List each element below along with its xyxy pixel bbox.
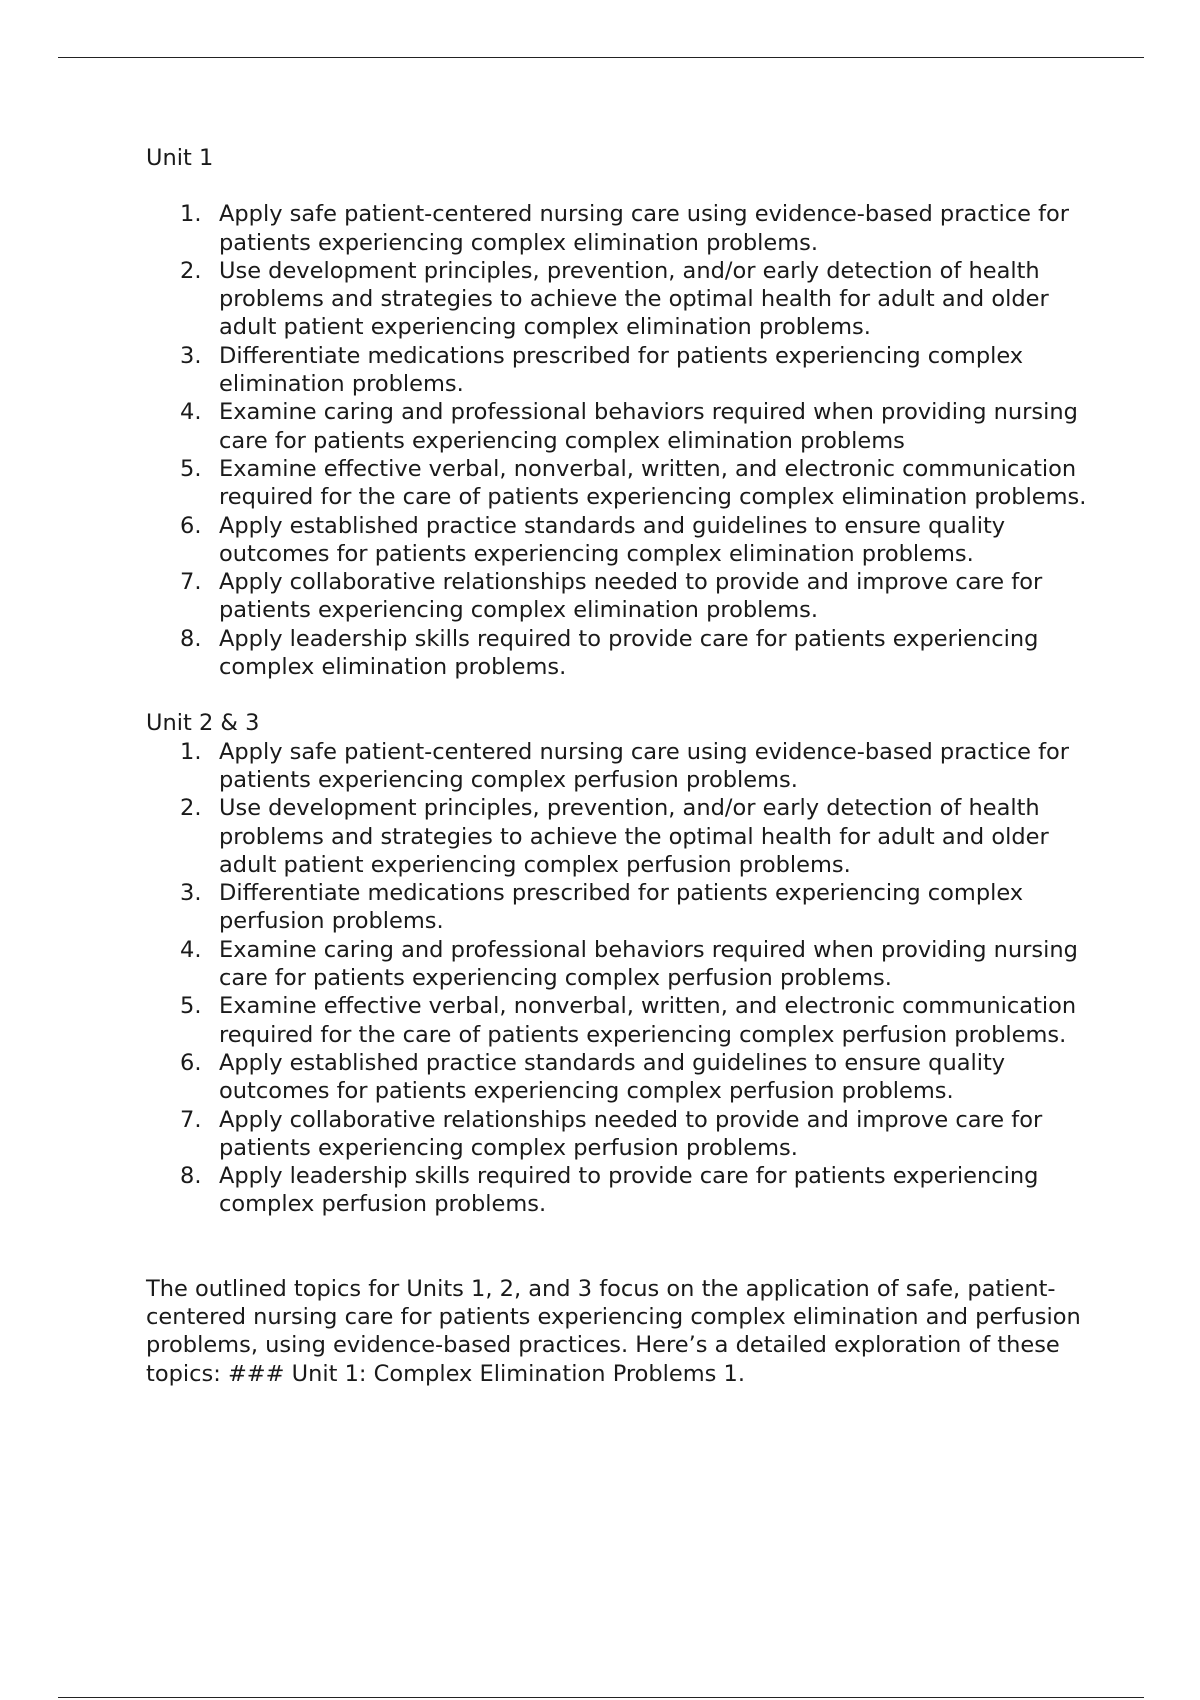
list-item bbox=[146, 936, 1096, 993]
unit-2-3-section bbox=[146, 709, 1096, 1218]
item-number: 8. bbox=[180, 1163, 202, 1190]
item-text: Examine effective verbal, nonverbal, written, and electronic communication required for the care of patients experiencing complex elimination problems. bbox=[219, 455, 1087, 511]
list-item bbox=[146, 992, 1096, 1049]
item-number: 6. bbox=[180, 1049, 202, 1076]
summary-paragraph: The outlined topics for Units 1, 2, and 3 focus on the application of safe, patient-centered nursing care for patients experiencing complex elimination and perfusion problems, using evidence-based practices. Here’s a detailed exploration of these topics: ### Unit 1: Complex Elimination Problems 1. bbox=[146, 1275, 1081, 1387]
item-number: 5. bbox=[180, 455, 202, 482]
header-rule bbox=[58, 57, 1144, 58]
item-text: Examine caring and professional behaviors required when providing nursing care for patients experiencing complex elimination problems bbox=[219, 399, 1078, 454]
list-item bbox=[146, 1106, 1096, 1163]
item-number: 7. bbox=[180, 569, 202, 596]
item-number: 8. bbox=[180, 625, 202, 652]
item-text: Apply safe patient-centered nursing care using evidence-based practice for patients experiencing complex perfusion problems. bbox=[219, 738, 1070, 793]
item-text: Apply leadership skills required to provide care for patients experiencing complex elimination problems. bbox=[219, 625, 1039, 681]
item-number: 6. bbox=[180, 512, 202, 539]
item-number: 4. bbox=[180, 936, 202, 963]
item-number: 1. bbox=[180, 738, 202, 765]
list-item bbox=[146, 738, 1096, 795]
footer-rule bbox=[58, 1697, 1144, 1698]
item-text: Apply safe patient-centered nursing care using evidence-based practice for patients experiencing complex elimination problems. bbox=[219, 201, 1070, 256]
item-number: 4. bbox=[180, 399, 202, 426]
item-text: Apply established practice standards and guidelines to ensure quality outcomes for patients experiencing complex perfusion problems. bbox=[219, 1049, 1006, 1105]
item-text: Apply established practice standards and guidelines to ensure quality outcomes for patients experiencing complex elimination problems. bbox=[219, 512, 1006, 567]
item-text: Apply leadership skills required to provide care for patients experiencing complex perfusion problems. bbox=[219, 1163, 1039, 1218]
list-item bbox=[146, 200, 1096, 257]
item-number: 2. bbox=[180, 795, 202, 822]
list-item bbox=[146, 342, 1096, 399]
list-item bbox=[146, 879, 1096, 936]
list-item bbox=[146, 455, 1096, 512]
list-item bbox=[146, 794, 1096, 879]
item-number: 5. bbox=[180, 993, 202, 1020]
unit-2-3-heading: Unit 2 & 3 bbox=[146, 710, 260, 737]
item-number: 1. bbox=[180, 201, 202, 228]
item-text: Examine effective verbal, nonverbal, written, and electronic communication required for the care of patients experiencing complex perfusion problems. bbox=[219, 993, 1077, 1048]
document-body bbox=[146, 144, 1096, 1388]
list-item bbox=[146, 625, 1096, 682]
list-item bbox=[146, 257, 1096, 342]
unit-2-3-objectives bbox=[146, 738, 1096, 1219]
unit-1-objectives bbox=[146, 200, 1096, 681]
item-text: Apply collaborative relationships needed to provide and improve care for patients experiencing complex elimination problems. bbox=[219, 569, 1043, 624]
item-number: 3. bbox=[180, 880, 202, 907]
item-text: Differentiate medications prescribed for patients experiencing complex perfusion problems. bbox=[219, 880, 1024, 935]
item-text: Differentiate medications prescribed for patients experiencing complex elimination problems. bbox=[219, 342, 1024, 398]
item-number: 2. bbox=[180, 257, 202, 284]
item-number: 3. bbox=[180, 342, 202, 369]
item-text: Examine caring and professional behaviors required when providing nursing care for patients experiencing complex perfusion problems. bbox=[219, 936, 1078, 992]
list-item bbox=[146, 568, 1096, 625]
item-text: Use development principles, prevention, and/or early detection of health problems and strategies to achieve the optimal health for adult and older adult patient experiencing complex perfusion problems. bbox=[219, 795, 1049, 878]
list-item bbox=[146, 398, 1096, 455]
item-number: 7. bbox=[180, 1106, 202, 1133]
list-item bbox=[146, 512, 1096, 569]
list-item bbox=[146, 1162, 1096, 1219]
unit-1-section bbox=[146, 144, 1096, 681]
list-item bbox=[146, 1049, 1096, 1106]
item-text: Use development principles, prevention, and/or early detection of health problems and strategies to achieve the optimal health for adult and older adult patient experiencing complex elimination problems. bbox=[219, 257, 1049, 341]
item-text: Apply collaborative relationships needed to provide and improve care for patients experiencing complex perfusion problems. bbox=[219, 1106, 1043, 1161]
unit-1-heading: Unit 1 bbox=[146, 145, 214, 171]
